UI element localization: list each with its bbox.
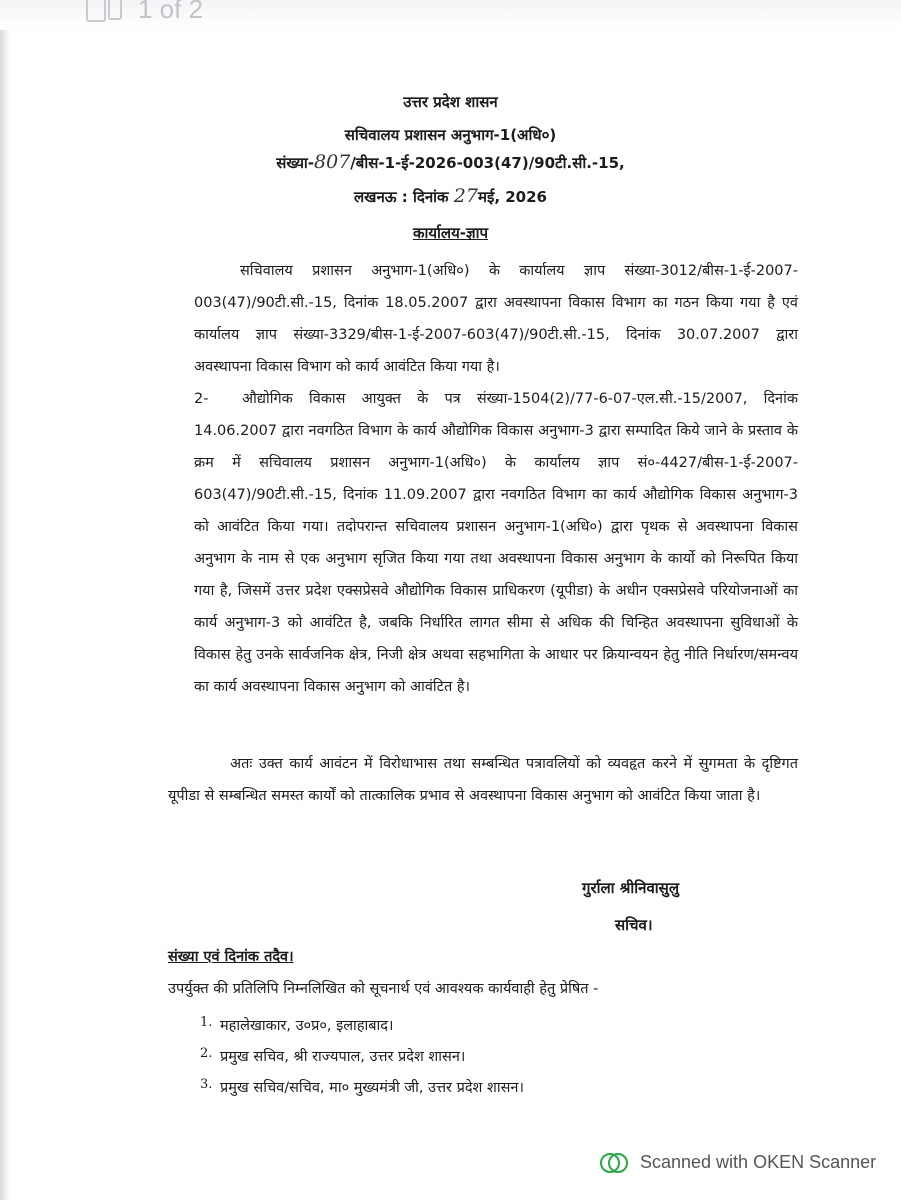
handwritten-date: 27 xyxy=(453,185,478,207)
issue-date-prefix: लखनऊ : दिनांक xyxy=(354,188,454,206)
list-item xyxy=(200,1046,524,1077)
pages-icon[interactable] xyxy=(86,0,106,22)
reference-number xyxy=(0,151,901,173)
scanner-watermark-text: Scanned with OKEN Scanner xyxy=(640,1151,877,1172)
recipient-list xyxy=(200,1015,524,1108)
recipient-text: प्रमुख सचिव/सचिव, मा० मुख्यमंत्री जी, उत्तर प्रदेश शासन। xyxy=(220,1080,524,1096)
scanner-watermark xyxy=(600,1150,876,1174)
forwarding-text: उपर्युक्त की प्रतिलिपि निम्नलिखित को सूचनार्थ एवं आवश्यक कार्यवाही हेतु प्रेषित - xyxy=(168,981,599,997)
list-item xyxy=(200,1077,524,1108)
issue-date xyxy=(0,185,901,207)
recipient-text: प्रमुख सचिव, श्री राज्यपाल, उत्तर प्रदेश शासन। xyxy=(220,1049,466,1065)
recipient-number: 2. xyxy=(200,1046,213,1061)
paragraph-1: सचिवालय प्रशासन अनुभाग-1(अधि०) के कार्यालय ज्ञाप संख्या-3012/बीस-1-ई-2007-003(47)/90टी.सी.-15, दिनांक 18.05.2007 द्वारा अवस्थापना विकास विभाग का गठन किया गया है एवं कार्यालय ज्ञाप संख्या-3329/बीस-1-ई-2007-603(47)/90टी.सी.-15, दिनांक 30.07.2007 द्वारा अवस्थापना विकास विभाग को कार्य आवंटित किया गया है। xyxy=(194,263,798,375)
list-item xyxy=(200,1015,524,1046)
reference-number-prefix: संख्या- xyxy=(276,154,315,172)
recipient-text: महालेखाकार, उ०प्र०, इलाहाबाद। xyxy=(220,1018,394,1034)
paragraph-2 xyxy=(194,383,798,703)
paragraph-3: अतः उक्त कार्य आवंटन में विरोधाभास तथा सम्बन्धित पत्रावलियों को व्यवहृत करने में सुगमता के दृष्टिगत यूपीडा से सम्बन्धित समस्त कार्यों को तात्कालिक प्रभाव से अवस्थापना विकास अनुभाग को आवंटित किया जाता है। xyxy=(168,756,798,804)
recipient-number: 1. xyxy=(200,1015,213,1030)
signatory-name: गुर्राला श्रीनिवासुलु xyxy=(582,879,679,897)
section-heading: सचिवालय प्रशासन अनुभाग-1(अधि०) xyxy=(344,126,557,144)
recipient-number: 3. xyxy=(200,1077,213,1092)
page-counter: 1 of 2 xyxy=(138,0,204,24)
distribution-reference: संख्या एवं दिनांक तदैव। xyxy=(168,949,294,965)
paragraph-2-text: औद्योगिक विकास आयुक्त के पत्र संख्या-1504(2)/77-6-07-एल.सी.-15/2007, दिनांक 14.06.2007 द्वारा नवगठित विभाग के कार्य औद्योगिक विकास अनुभाग-3 द्वारा सम्पादित किये जाने के प्रस्ताव के क्रम में सचिवालय प्रशासन अनुभाग-1(अधि०) के कार्यालय ज्ञाप सं०-4427/बीस-1-ई-2007-603(47)/90टी.सी.-15, दिनांक 11.09.2007 द्वारा नवगठित विभाग का कार्य औद्योगिक विकास अनुभाग-3 को आवंटित किया गया। तदोपरान्त सचिवालय प्रशासन अनुभाग-1(अधि०) द्वारा पृथक से अवस्थापना विकास अनुभाग के नाम से एक अनुभाग सृजित किया गया तथा अवस्थापना विकास अनुभाग के कार्यो को निरूपित किया गया है, जिसमें उत्तर प्रदेश एक्सप्रेसवे औद्योगिक विकास प्राधिकरण (यूपीडा) के अधीन एक्सप्रेसवे परियोजनाओं का कार्य अनुभाग-3 को आवंटित है, जबकि निर्धारित लागत सीमा से अधिक की चिन्हित अवस्थापना सुविधाओं के विकास हेतु उनके सार्वजनिक क्षेत्र, निजी क्षेत्र अथवा सहभागिता के आधार पर क्रियान्वयन हेतु नीति निर्धारण/समन्वय का कार्य अवस्थापना विकास अनुभाग को आवंटित है। xyxy=(194,391,798,695)
reference-number-suffix: /बीस-1-ई-2026-003(47)/90टी.सी.-15, xyxy=(350,154,625,172)
oken-scanner-logo-icon xyxy=(600,1153,626,1171)
viewer-toolbar xyxy=(0,0,901,30)
document-page xyxy=(0,30,901,1200)
issue-date-suffix: मई, 2026 xyxy=(477,188,547,206)
govt-heading: उत्तर प्रदेश शासन xyxy=(403,93,498,111)
office-memo-title: कार्यालय-ज्ञाप xyxy=(412,224,489,242)
signatory-designation: सचिव। xyxy=(615,916,653,934)
handwritten-number: 807 xyxy=(314,151,351,173)
logo-ring-right xyxy=(608,1153,628,1173)
paragraph-2-number: 2- xyxy=(194,391,209,407)
